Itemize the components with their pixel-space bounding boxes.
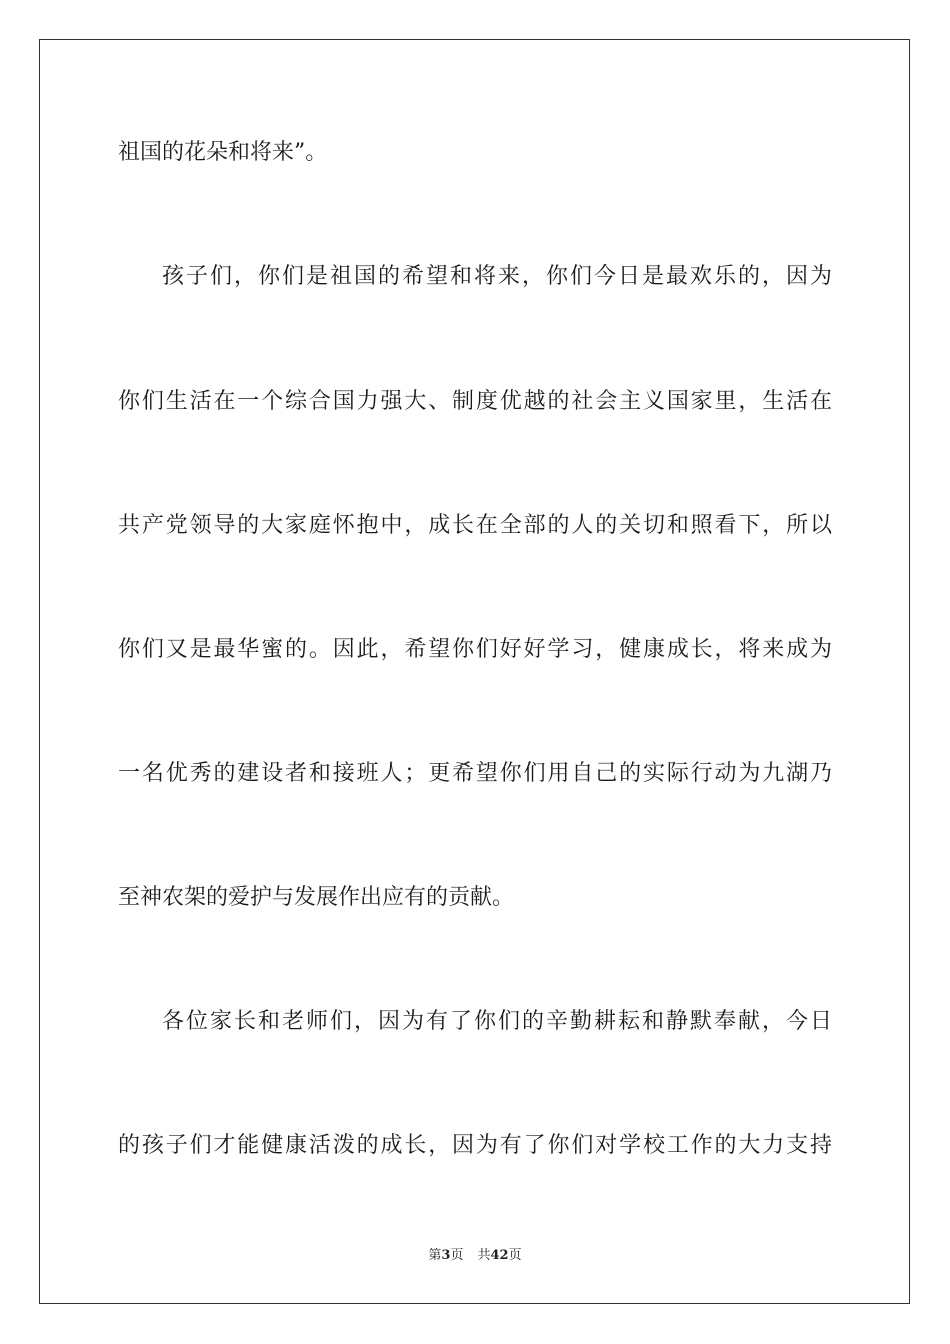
text-line: 共产党领导的大家庭怀抱中，成长在全部的人的关切和照看下，所以 [118, 513, 832, 538]
page-suffix: 页 [450, 1248, 464, 1263]
total-suffix: 页 [508, 1248, 522, 1263]
text-line: 至神农架的爱护与发展作出应有的贡献。 [118, 885, 515, 910]
page-footer [0, 1247, 950, 1265]
text-line: 一名优秀的建设者和接班人；更希望你们用自己的实际行动为九湖乃 [118, 761, 832, 786]
total-prefix: 共 [477, 1248, 491, 1263]
text-line: 你们又是最华蜜的。因此，希望你们好好学习，健康成长，将来成为 [118, 637, 832, 662]
text-line: 各位家长和老师们，因为有了你们的辛勤耕耘和静默奉献，今日 [162, 1009, 832, 1034]
page-border [39, 39, 910, 1304]
page-prefix: 第 [428, 1248, 442, 1263]
text-line: 的孩子们才能健康活泼的成长，因为有了你们对学校工作的大力支持 [118, 1133, 832, 1158]
page-number: 3 [441, 1248, 451, 1263]
text-line: 你们生活在一个综合国力强大、制度优越的社会主义国家里，生活在 [118, 389, 832, 414]
total-pages: 42 [490, 1248, 509, 1263]
text-line: 孩子们，你们是祖国的希望和将来，你们今日是最欢乐的，因为 [162, 264, 832, 289]
text-line: 祖国的花朵和将来”。 [118, 140, 328, 165]
